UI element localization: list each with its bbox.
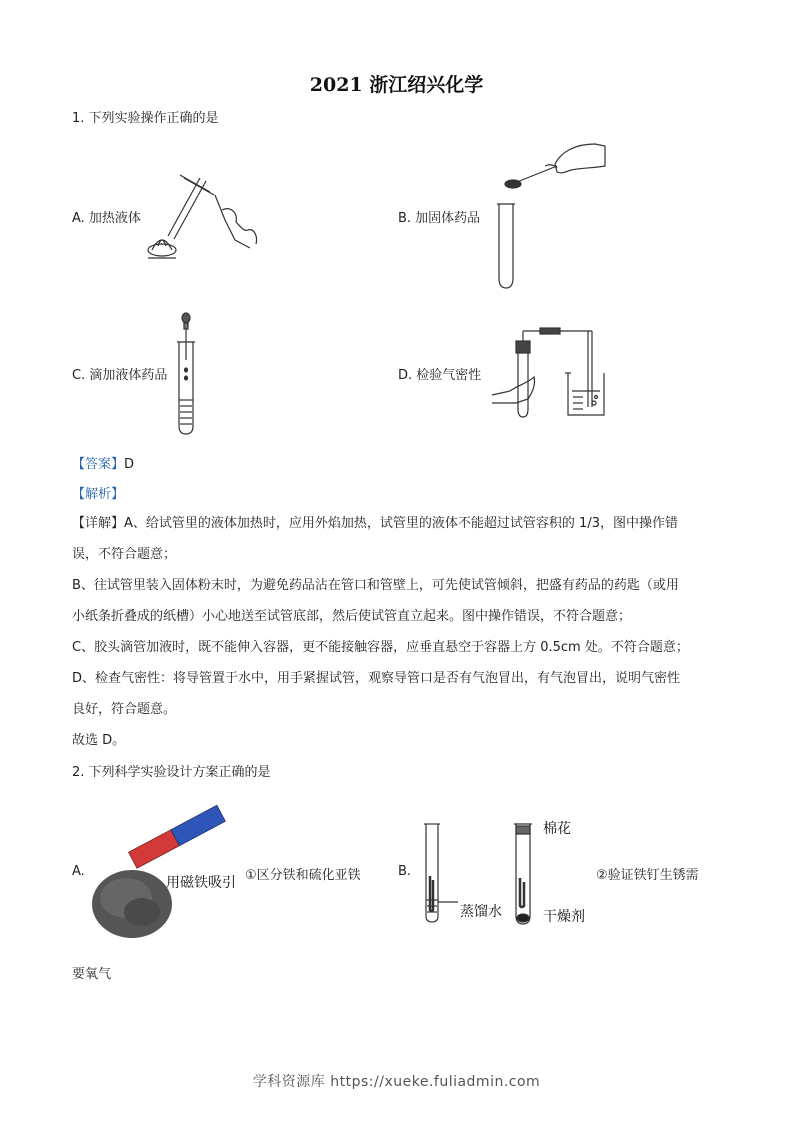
adding-solid-illustration bbox=[495, 138, 610, 290]
conclusion: 故选 D。 bbox=[72, 733, 126, 748]
analysis-tag: 【解析】 bbox=[72, 487, 125, 502]
q1-option-c: C. 滴加液体药品 bbox=[72, 368, 168, 383]
q2-option-a-text: ①区分铁和硫化亚铁 bbox=[245, 868, 361, 883]
explanation-a-line2: 误，不符合题意； bbox=[72, 547, 177, 562]
question-1-stem: 1. 下列实验操作正确的是 bbox=[72, 111, 219, 126]
explanation-d-line1: D、检查气密性：将导管置于水中，用手紧握试管，观察导管口是否有气泡冒出，有气泡冒出，说明气密性 bbox=[72, 671, 681, 686]
answer-tag: 【答案】 bbox=[72, 457, 125, 472]
q2-option-b-continuation: 要氧气 bbox=[72, 967, 112, 982]
cotton-label: 棉花 bbox=[543, 821, 571, 837]
distilled-water-label: 蒸馏水 bbox=[460, 904, 502, 920]
page-footer: 学科资源库 https://xueke.fuliadmin.com bbox=[252, 1074, 541, 1090]
question-2-stem: 2. 下列科学实验设计方案正确的是 bbox=[72, 765, 271, 780]
heating-liquid-illustration bbox=[140, 170, 270, 270]
q1-option-b: B. 加固体药品 bbox=[398, 211, 481, 226]
q2-option-b-letter: B. bbox=[398, 864, 412, 879]
q2-option-a-letter: A. bbox=[72, 864, 85, 879]
dropper-illustration bbox=[175, 312, 201, 436]
explanation-b-line1: B、往试管里装入固体粉末时，为避免药品沾在管口和管壁上，可先使试管倾斜，把盛有药品的药匙（或用 bbox=[72, 578, 679, 593]
explanation-c: C、胶头滴管加液时，既不能伸入容器，更不能接触容器，应垂直悬空于容器上方 0.5cm 处。不符合题意； bbox=[72, 640, 689, 655]
explanation-a-line1 bbox=[72, 508, 722, 539]
page-title: 2021 浙江绍兴化学 bbox=[309, 74, 484, 96]
detail-tag: 【详解】 bbox=[72, 516, 125, 531]
answer-value: D bbox=[124, 457, 135, 472]
explanation-block bbox=[72, 508, 722, 756]
explanation-a-text: A、给试管里的液体加热时，应用外焰加热，试管里的液体不能超过试管容积的 1/3，图中操作错 bbox=[124, 516, 678, 531]
q1-option-d: D. 检验气密性 bbox=[398, 368, 482, 383]
explanation-b-line2: 小纸条折叠成的纸槽）小心地送至试管底部，然后使试管直立起来。图中操作错误，不符合题意； bbox=[72, 609, 632, 624]
q1-option-a: A. 加热液体 bbox=[72, 211, 141, 226]
desiccant-label: 干燥剂 bbox=[543, 909, 585, 925]
airtightness-illustration bbox=[488, 325, 613, 420]
magnet-label: 用磁铁吸引 bbox=[166, 875, 236, 891]
explanation-d-line2: 良好，符合题意。 bbox=[72, 702, 177, 717]
q2-option-b-text: ②验证铁钉生锈需 bbox=[596, 868, 699, 883]
